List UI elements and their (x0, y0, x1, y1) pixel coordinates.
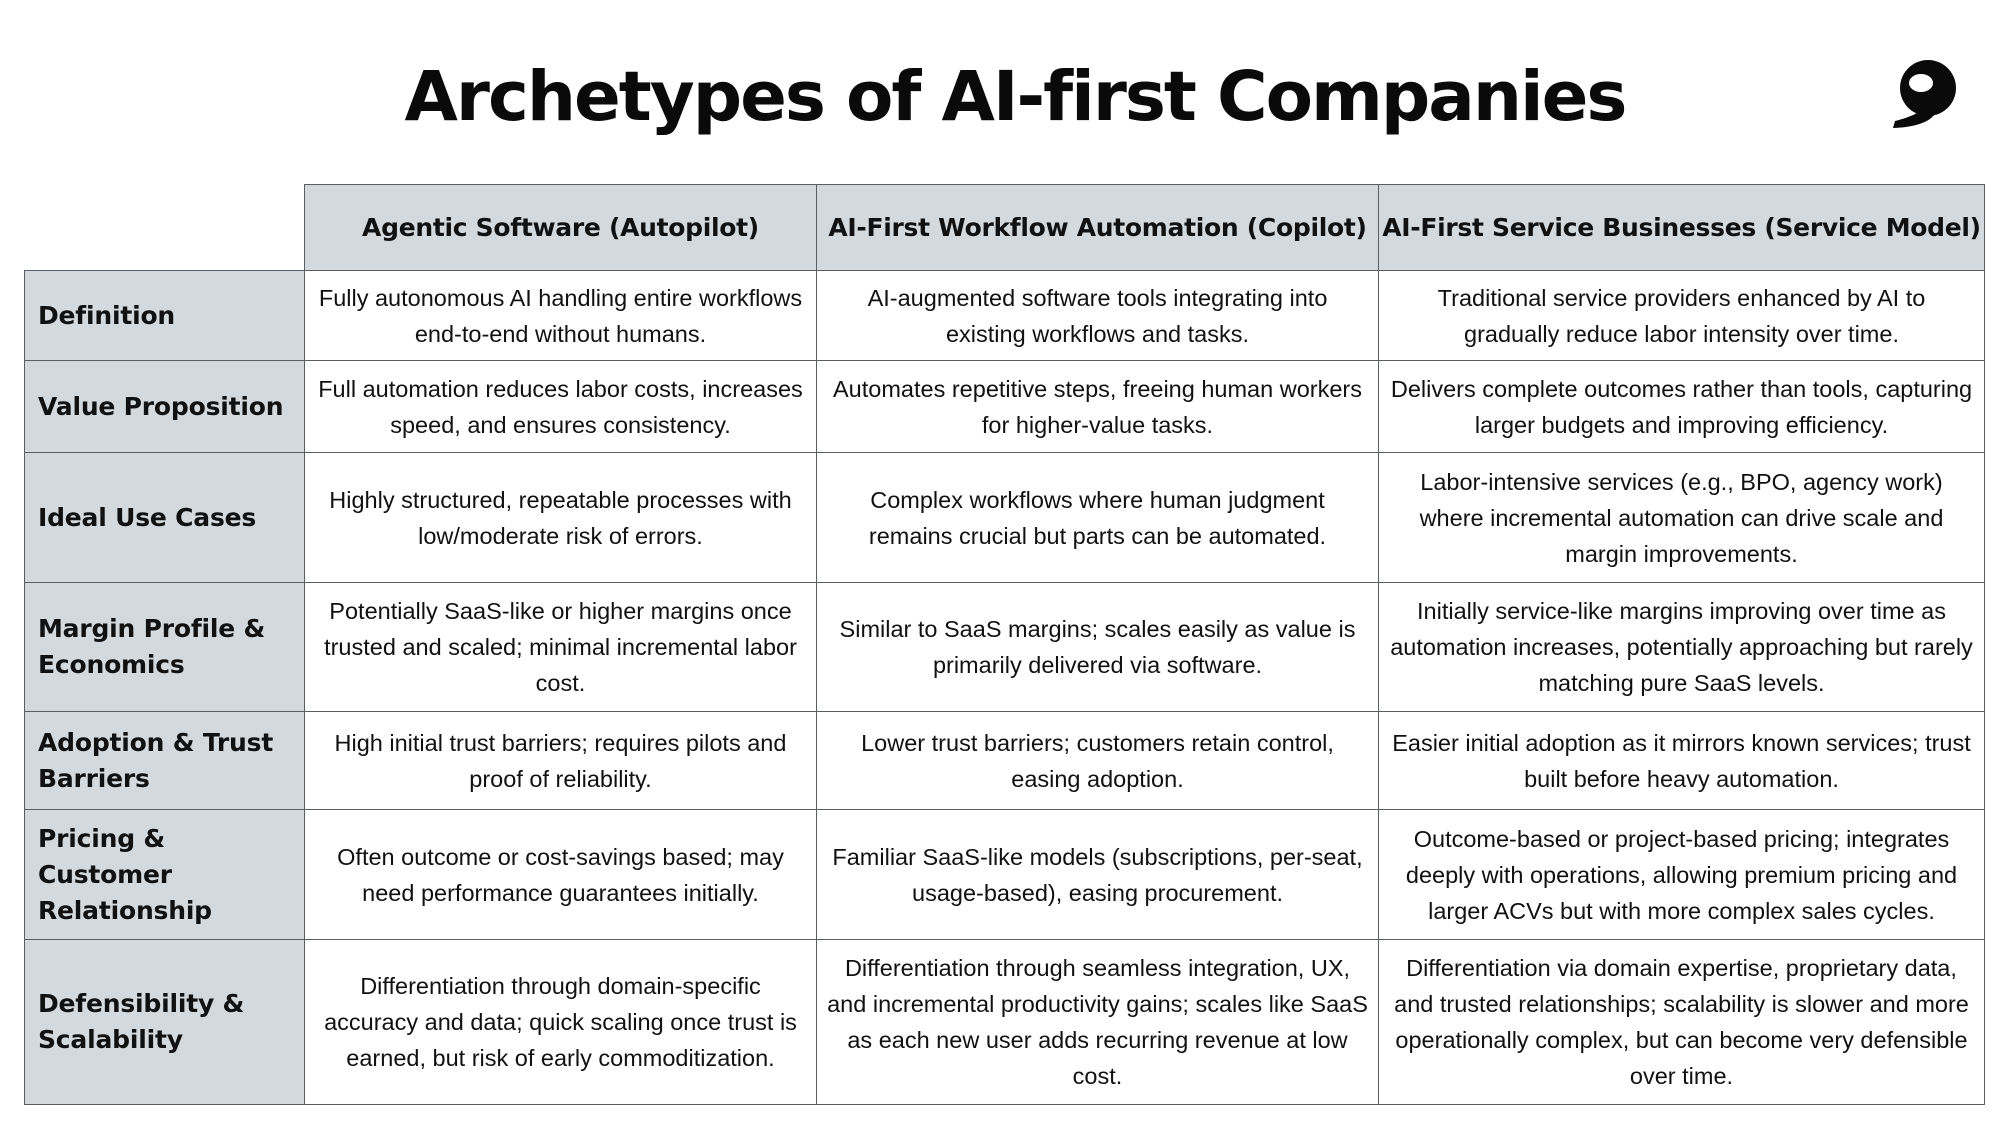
row-header: Margin Profile & Economics (25, 583, 305, 712)
table-row (25, 453, 1985, 583)
table-cell: Complex workflows where human judgment remains crucial but parts can be automated. (817, 453, 1379, 583)
table-row (25, 810, 1985, 940)
row-header: Definition (25, 271, 305, 361)
quote-mark-logo-icon (1888, 55, 1963, 130)
table-cell: AI-augmented software tools integrating into existing workflows and tasks. (817, 271, 1379, 361)
table-cell: Delivers complete outcomes rather than tools, capturing larger budgets and improving efficiency. (1379, 361, 1985, 453)
table-row (25, 712, 1985, 810)
table-cell: High initial trust barriers; requires pilots and proof of reliability. (305, 712, 817, 810)
table-cell: Traditional service providers enhanced by AI to gradually reduce labor intensity over time. (1379, 271, 1985, 361)
table-cell: Fully autonomous AI handling entire workflows end-to-end without humans. (305, 271, 817, 361)
header-row (25, 185, 1985, 271)
row-header: Value Proposition (25, 361, 305, 453)
column-header: Agentic Software (Autopilot) (305, 185, 817, 271)
table-cell: Differentiation via domain expertise, proprietary data, and trusted relationships; scalability is slower and more operationally complex, but can become very defensible over time. (1379, 940, 1985, 1105)
row-header: Ideal Use Cases (25, 453, 305, 583)
table-cell: Familiar SaaS-like models (subscriptions, per-seat, usage-based), easing procurement. (817, 810, 1379, 940)
table-corner (25, 185, 305, 271)
table-cell: Outcome-based or project-based pricing; integrates deeply with operations, allowing premium pricing and larger ACVs but with more complex sales cycles. (1379, 810, 1985, 940)
table-cell: Easier initial adoption as it mirrors known services; trust built before heavy automation. (1379, 712, 1985, 810)
table-cell: Often outcome or cost-savings based; may need performance guarantees initially. (305, 810, 817, 940)
table-cell: Initially service-like margins improving over time as automation increases, potentially approaching but rarely matching pure SaaS levels. (1379, 583, 1985, 712)
page-title: Archetypes of AI-first Companies (404, 57, 1626, 137)
table-cell: Differentiation through seamless integration, UX, and incremental productivity gains; scales like SaaS as each new user adds recurring revenue at low cost. (817, 940, 1379, 1105)
row-header: Pricing & Customer Relationship (25, 810, 305, 940)
table-row (25, 940, 1985, 1105)
column-header: AI-First Service Businesses (Service Model) (1379, 185, 1985, 271)
table-row (25, 583, 1985, 712)
table-cell: Highly structured, repeatable processes with low/moderate risk of errors. (305, 453, 817, 583)
column-header: AI-First Workflow Automation (Copilot) (817, 185, 1379, 271)
table-cell: Lower trust barriers; customers retain control, easing adoption. (817, 712, 1379, 810)
table-cell: Labor-intensive services (e.g., BPO, agency work) where incremental automation can drive scale and margin improvements. (1379, 453, 1985, 583)
comparison-table (24, 184, 1985, 1105)
row-header: Defensibility & Scalability (25, 940, 305, 1105)
table-row (25, 271, 1985, 361)
table-cell: Differentiation through domain-specific accuracy and data; quick scaling once trust is earned, but risk of early commoditization. (305, 940, 817, 1105)
table-cell: Potentially SaaS-like or higher margins once trusted and scaled; minimal incremental labor cost. (305, 583, 817, 712)
row-header: Adoption & Trust Barriers (25, 712, 305, 810)
table-row (25, 361, 1985, 453)
table-cell: Full automation reduces labor costs, increases speed, and ensures consistency. (305, 361, 817, 453)
table-cell: Automates repetitive steps, freeing human workers for higher-value tasks. (817, 361, 1379, 453)
table-cell: Similar to SaaS margins; scales easily as value is primarily delivered via software. (817, 583, 1379, 712)
